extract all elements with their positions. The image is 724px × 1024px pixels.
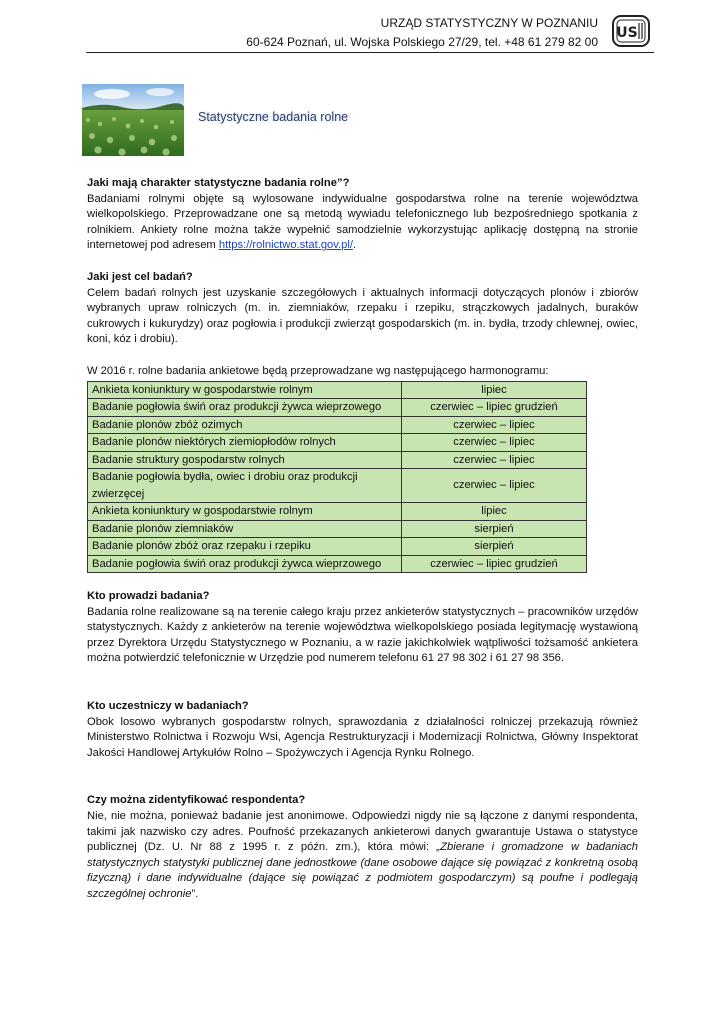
table-row <box>88 434 587 452</box>
section-text-character: Badaniami rolnymi objęte są wylosowane indywidualne gospodarstwa rolne na terenie województwa wielkopolskiego. Przeprowadzane one są metodą wywiadu telefonicznego lub bezpośredniego spotkania z rolnikiem. Ankiety rolne można także wypełnić samodzielnie wykorzystując aplikację dostępną na stronie internetowej pod adresem https://rolnictwo.stat.gov.pl/. <box>87 192 638 252</box>
table-row <box>88 469 587 503</box>
survey-period: czerwiec – lipiec <box>402 469 587 503</box>
section-text-participants: Obok losowo wybranych gospodarstw rolnych, sprawozdania z działalności rolniczej przekazują również Ministerstwo Rolnictwa i Rozwoju Wsi, Agencja Restrukturyzacji i Modernizacji Rolnictwa, Główny Inspektorat Jakości Handlowej Artykułów Rolno – Spożywczych i Agencja Rynku Rolnego. <box>87 715 638 759</box>
survey-period: czerwiec – lipiec grudzień <box>402 399 587 417</box>
header-divider <box>86 52 654 53</box>
table-row <box>88 416 587 434</box>
table-row <box>88 538 587 556</box>
table-row <box>88 381 587 399</box>
survey-name: Badanie pogłowia bydła, owiec i drobiu oraz produkcji zwierzęcej <box>88 469 402 503</box>
section-text-who-conducts: Badania rolne realizowane są na terenie całego kraju przez ankieterów statystycznych – pracowników urzędów statystycznych. Każdy z ankieterów na terenie województwa wielkopolskiego posiada legitymację wystawioną przez Dyrektora Urzędu Statystycznego w Poznaniu, a w razie jakichkolwiek wątpliwości tożsamość ankietera można potwierdzić telefonicznie w Urzędzie pod numerem telefonu 61 27 98 302 i 61 27 98 356. <box>87 605 638 665</box>
section-heading-anonymity: Czy można zidentyfikować respondenta? <box>87 794 306 807</box>
farm-field-image <box>82 84 184 156</box>
survey-name: Badanie plonów zbóż oraz rzepaku i rzepiku <box>88 538 402 556</box>
section-heading-participants: Kto uczestniczy w badaniach? <box>87 700 249 712</box>
table-row <box>88 451 587 469</box>
survey-name: Badanie struktury gospodarstw rolnych <box>88 451 402 469</box>
survey-period: czerwiec – lipiec grudzień <box>402 555 587 573</box>
section-title: Statystyczne badania rolne <box>198 110 349 124</box>
section-text-anonymity: Nie, nie można, ponieważ badanie jest anonimowe. Odpowiedzi nigdy nie są łączone z danymi respondenta, takimi jak nazwisko czy adres. Poufność przekazanych ankieterowi danych gwarantuje Ustawa o statystyce publicznej (Dz. U. Nr 88 z 1995 r. z późn. zm.), która mówi: „Zbierane i gromadzone w badaniach statystycznych statystyki publicznej dane jednostkowe (dane osobowe dające się powiązać z konkretną osobą fizyczną) i dane indywidualne (dające się powiązać z podmiotem gospodarczym) są poufne i podlegają szczególnej ochronie”. <box>87 809 638 900</box>
table-row <box>88 503 587 521</box>
survey-period: sierpień <box>402 538 587 556</box>
table-row <box>88 555 587 573</box>
law-quote: „Zbierane i gromadzone w badaniach statystycznych statystyki publicznej dane jednostkowe (dane osobowe dające się powiązać z konkretną osobą fizyczną) i dane indywidualne (dające się powiązać z podmiotem gospodarczym) są poufne i podlegają szczególnej ochronie <box>87 841 638 900</box>
survey-period: czerwiec – lipiec <box>402 416 587 434</box>
survey-period: czerwiec – lipiec <box>402 434 587 452</box>
section-heading-character: Jaki mają charakter statystyczne badania rolne”? <box>87 177 350 189</box>
schedule-intro: W 2016 r. rolne badania ankietowe będą przeprowadzane wg następującego harmonogramu: <box>87 364 549 377</box>
us-logo-icon <box>611 14 651 48</box>
survey-period: lipiec <box>402 381 587 399</box>
document-body <box>87 176 638 903</box>
survey-period: czerwiec – lipiec <box>402 451 587 469</box>
survey-name: Badanie plonów ziemniaków <box>88 520 402 538</box>
schedule-table <box>87 381 587 574</box>
survey-name: Badanie pogłowia świń oraz produkcji żywca wieprzowego <box>88 555 402 573</box>
institution-name: URZĄD STATYSTYCZNY W POZNANIU <box>380 16 598 30</box>
survey-name: Badanie pogłowia świń oraz produkcji żywca wieprzowego <box>88 399 402 417</box>
survey-name: Ankieta koniunktury w gospodarstwie rolnym <box>88 503 402 521</box>
survey-name: Ankieta koniunktury w gospodarstwie rolnym <box>88 381 402 399</box>
page-header <box>200 14 598 52</box>
table-row <box>88 399 587 417</box>
survey-name: Badanie plonów niektórych ziemiopłodów rolnych <box>88 434 402 452</box>
table-row <box>88 520 587 538</box>
section-text-purpose: Celem badań rolnych jest uzyskanie szczegółowych i aktualnych informacji dotyczących plonów i zbiorów wybranych upraw rolniczych (m. in. ziemniaków, rzepaku i rzepiku, strączkowych jadalnych, buraków cukrowych i kukurydzy) oraz pogłowia i produkcji zwierząt gospodarskich (m. in. bydła, trzody chlewnej, owiec, koni, kóz i drobiu). <box>87 286 638 346</box>
section-heading-who-conducts: Kto prowadzi badania? <box>87 590 210 603</box>
logo-text: US <box>616 25 638 41</box>
survey-app-link[interactable]: https://rolnictwo.stat.gov.pl/ <box>218 239 353 252</box>
section-heading-purpose: Jaki jest cel badań? <box>87 270 193 283</box>
survey-period: sierpień <box>402 520 587 538</box>
survey-period: lipiec <box>402 503 587 521</box>
survey-name: Badanie plonów zbóż ozimych <box>88 416 402 434</box>
institution-address: 60-624 Poznań, ul. Wojska Polskiego 27/29, tel. +48 61 279 82 00 <box>246 35 598 49</box>
